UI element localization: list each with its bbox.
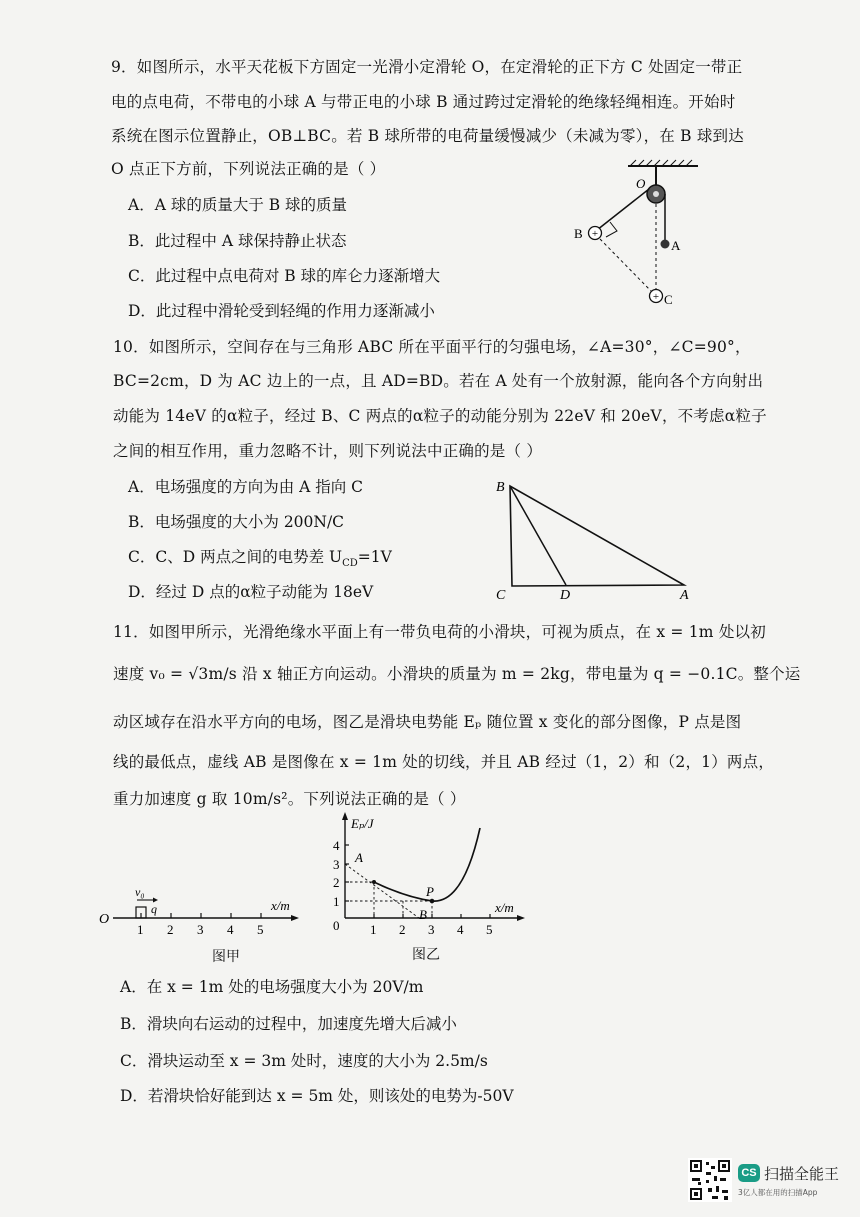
q10-option-c bbox=[128, 545, 392, 569]
q10-triangle-figure bbox=[490, 474, 705, 604]
q10-label-a: A bbox=[680, 588, 689, 603]
jia-tick-1: 1 bbox=[137, 922, 144, 937]
jia-tick-4: 4 bbox=[227, 922, 234, 937]
svg-text:+: + bbox=[652, 291, 660, 303]
yi-label-b: B bbox=[419, 907, 427, 922]
yi-y-label: Eₚ/J bbox=[351, 816, 374, 831]
yi-x-tick-4: 4 bbox=[457, 922, 464, 937]
yi-point-p bbox=[430, 899, 435, 904]
yi-x-tick-2: 2 bbox=[399, 922, 406, 937]
q9-line-3: 系统在图示位置静止，OB⊥BC。若 B 球所带的电荷量缓慢减少（未减为零），在 B 球到达 bbox=[111, 127, 744, 145]
yi-x-tick-3: 3 bbox=[428, 922, 435, 937]
q9-label-a: A bbox=[671, 238, 681, 253]
qr-code-icon bbox=[688, 1158, 732, 1202]
q10-line-3: 动能为 14eV 的α粒子，经过 B、C 两点的α粒子的动能分别为 22eV 和 20eV，不考虑α粒子 bbox=[113, 407, 767, 425]
yi-y-tick-4: 4 bbox=[333, 838, 340, 853]
yi-x-tick-1: 1 bbox=[370, 922, 377, 937]
camscanner-logo-icon: CS bbox=[738, 1164, 760, 1182]
q11-fig-yi bbox=[325, 808, 525, 946]
jia-q-label: q bbox=[151, 902, 157, 916]
jia-tick-3: 3 bbox=[197, 922, 204, 937]
q10-label-d: D bbox=[560, 588, 571, 603]
q10-label-c: C bbox=[496, 588, 506, 603]
q11-option-d: D．若滑块恰好能到达 x = 5m 处，则该处的电势为-50V bbox=[120, 1087, 514, 1105]
q11-option-b: B．滑块向右运动的过程中，加速度先增大后减小 bbox=[120, 1015, 457, 1033]
q9-option-d: D．此过程中滑轮受到轻绳的作用力逐渐减小 bbox=[128, 302, 435, 320]
q11-fig-yi-caption: 图乙 bbox=[412, 947, 440, 963]
yi-point-tangent bbox=[372, 880, 376, 884]
yi-y-tick-3: 3 bbox=[333, 857, 340, 872]
q9-pulley-figure bbox=[570, 158, 720, 318]
scanner-watermark bbox=[688, 1158, 860, 1203]
q11-option-a: A．在 x = 1m 处的电场强度大小为 20V/m bbox=[120, 978, 424, 996]
q11-line-1: 11．如图甲所示，光滑绝缘水平面上有一带负电荷的小滑块，可视为质点，在 x = 1m 处以初 bbox=[113, 623, 766, 641]
q9-label-b: B bbox=[574, 226, 583, 241]
q9-option-a: A．A 球的质量大于 B 球的质量 bbox=[128, 196, 348, 214]
q10-line-1: 10．如图所示，空间存在与三角形 ABC 所在平面平行的匀强电场，∠A=30°，∠C=90°， bbox=[113, 338, 751, 356]
q10-option-d: D．经过 D 点的α粒子动能为 18eV bbox=[128, 583, 374, 601]
q11-fig-jia bbox=[95, 880, 305, 940]
q9-option-b: B．此过程中 A 球保持静止状态 bbox=[128, 232, 347, 250]
q9-option-c: C．此过程中点电荷对 B 球的库仑力逐渐增大 bbox=[128, 267, 441, 285]
q10-option-b: B．电场强度的大小为 200N/C bbox=[128, 513, 345, 531]
q11-line-5: 重力加速度 g 取 10m/s²。下列说法正确的是（ ） bbox=[113, 790, 466, 808]
yi-label-a: A bbox=[355, 850, 363, 865]
scanner-tagline: 3亿人都在用的扫描App bbox=[738, 1188, 818, 1197]
q10-option-c-tail: =1V bbox=[357, 548, 392, 566]
q10-line-4: 之间的相互作用，重力忽略不计，则下列说法中正确的是（ ） bbox=[113, 442, 543, 460]
q9-label-c: C bbox=[664, 292, 673, 307]
q11-line-3: 动区域存在沿水平方向的电场，图乙是滑块电势能 Eₚ 随位置 x 变化的部分图像，P 点是图 bbox=[113, 713, 742, 731]
q10-option-c-text: C．C、D 两点之间的电势差 U bbox=[128, 548, 343, 566]
yi-y-tick-2: 2 bbox=[333, 875, 340, 890]
q10-line-2: BC=2cm，D 为 AC 边上的一点，且 AD=BD。若在 A 处有一个放射源，能向各个方向射出 bbox=[113, 372, 764, 390]
q10-option-a: A．电场强度的方向为由 A 指向 C bbox=[128, 478, 364, 496]
q10-label-b: B bbox=[496, 480, 505, 495]
q9-line-4: O 点正下方前，下列说法正确的是（ ） bbox=[111, 160, 386, 178]
ball-a-icon bbox=[661, 240, 670, 249]
scanner-brand: 扫描全能王 bbox=[764, 1165, 840, 1183]
q9-line-2: 电的点电荷，不带电的小球 A 与带正电的小球 B 通过跨过定滑轮的绝缘轻绳相连。开始时 bbox=[111, 93, 736, 111]
q9-label-o: O bbox=[636, 176, 646, 191]
q11-line-2: 速度 v₀ = √3m/s 沿 x 轴正方向运动。小滑块的质量为 m = 2kg，带电量为 q = −0.1C。整个运 bbox=[113, 665, 801, 683]
svg-text:+: + bbox=[591, 228, 599, 240]
jia-tick-2: 2 bbox=[167, 922, 174, 937]
yi-origin: 0 bbox=[333, 918, 340, 933]
q10-option-c-sub: CD bbox=[342, 558, 358, 570]
q11-line-4: 线的最低点，虚线 AB 是图像在 x = 1m 处的切线，并且 AB 经过（1，2）和（2，1）两点， bbox=[113, 753, 775, 771]
jia-v-label: v₀ bbox=[135, 885, 145, 899]
q11-fig-jia-caption: 图甲 bbox=[212, 949, 240, 965]
jia-tick-5: 5 bbox=[257, 922, 264, 937]
q9-line-1: 9．如图所示，水平天花板下方固定一光滑小定滑轮 O，在定滑轮的正下方 C 处固定一带正 bbox=[111, 58, 743, 76]
yi-x-tick-5: 5 bbox=[486, 922, 493, 937]
jia-axis-label: x/m bbox=[271, 898, 290, 913]
jia-origin: O bbox=[99, 912, 110, 927]
yi-y-tick-1: 1 bbox=[333, 894, 340, 909]
yi-x-label: x/m bbox=[495, 900, 514, 915]
q11-option-c: C．滑块运动至 x = 3m 处时，速度的大小为 2.5m/s bbox=[120, 1052, 488, 1070]
yi-label-p: P bbox=[426, 884, 434, 899]
